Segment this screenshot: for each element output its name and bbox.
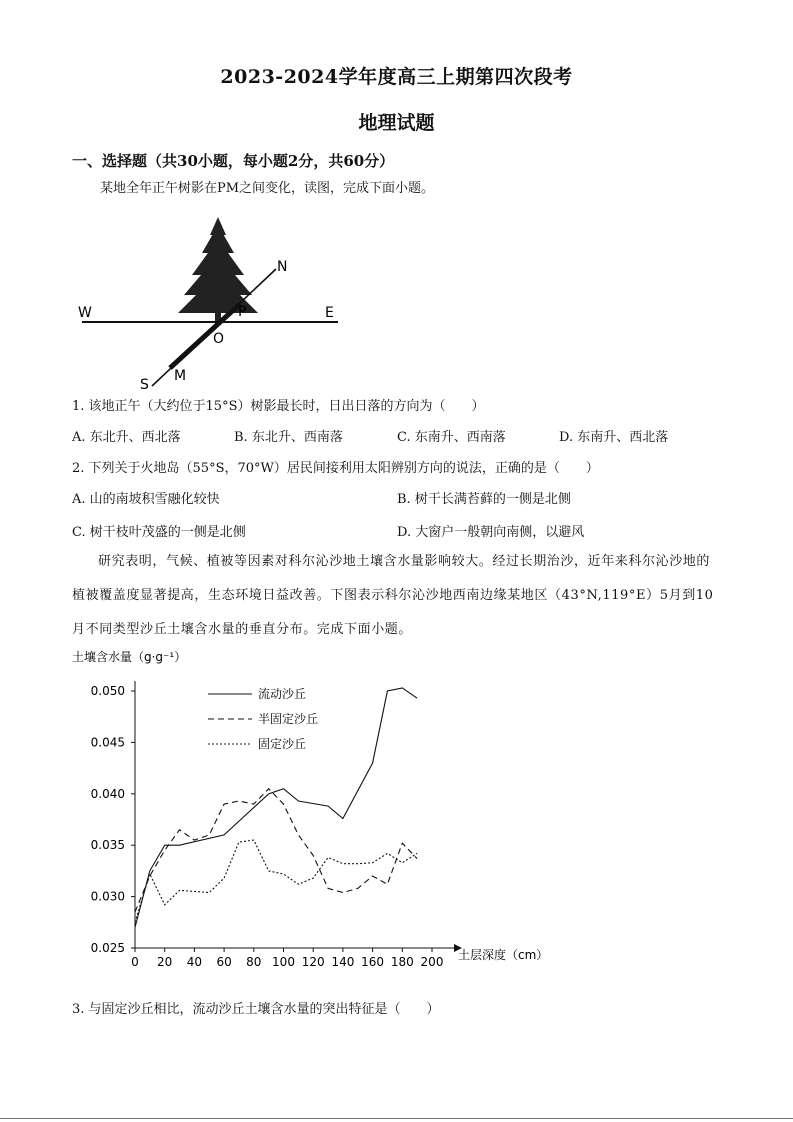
x-tick-label: 40 (186, 955, 203, 969)
x-tick-label: 20 (157, 955, 173, 969)
x-tick-label: 60 (216, 955, 232, 969)
x-axis-label: 土层深度（cm） (458, 948, 549, 962)
label-w: W (78, 305, 92, 321)
x-tick-label: 140 (331, 955, 355, 969)
legend-label-3: 固定沙丘 (258, 737, 307, 751)
exam-subject: 地理试题 (358, 112, 435, 134)
x-tick-label: 100 (272, 955, 295, 969)
y-tick-label: 0.050 (90, 684, 125, 698)
label-m: M (174, 368, 187, 384)
legend-label-1: 流动沙丘 (258, 687, 307, 701)
section-heading: 一、选择题（共30小题，每小题2分，共60分） (72, 152, 395, 170)
label-e: E (325, 305, 334, 321)
soil-moisture-chart (70, 645, 570, 975)
q1-option-d: D. 东南升、西北落 (559, 430, 669, 445)
y-tick-label: 0.045 (90, 735, 125, 750)
q1-option-c: C. 东南升、西南落 (397, 430, 506, 445)
tree-shadow-diagram (70, 205, 360, 395)
y-tick-label: 0.040 (90, 786, 125, 801)
q2-option-d: D. 大窗户一般朝向南侧，以避风 (397, 525, 585, 540)
x-tick-label: 80 (246, 955, 262, 969)
y-tick-label: 0.025 (90, 941, 125, 955)
q1-option-b: B. 东北升、西南落 (234, 430, 343, 445)
series-line-3 (135, 840, 417, 922)
intro-tree: 某地全年正午树影在PM之间变化，读图，完成下面小题。 (100, 181, 435, 196)
legend-label-2: 半固定沙丘 (258, 712, 319, 726)
x-tick-label: 180 (390, 955, 414, 969)
series-line-2 (135, 789, 417, 912)
x-tick-label: 0 (131, 955, 139, 969)
q2-option-b: B. 树干长满苔藓的一侧是北侧 (397, 492, 571, 507)
exam-title: 2023-2024学年度高三上期第四次段考 (220, 66, 573, 88)
label-o: O (213, 331, 225, 347)
label-p: P (238, 304, 247, 320)
q2-option-a: A. 山的南坡积雪融化较快 (72, 492, 220, 507)
y-tick-label: 0.035 (90, 838, 125, 853)
q3-stem: 3. 与固定沙丘相比，流动沙丘土壤含水量的突出特征是（ ） (72, 1002, 440, 1017)
page-bottom-line (0, 1118, 793, 1119)
label-n: N (277, 259, 288, 275)
q1-stem: 1. 该地正午（大约位于15°S）树影最长时，日出日落的方向为（ ） (72, 399, 485, 414)
q1-option-a: A. 东北升、西北落 (72, 430, 181, 445)
x-tick-label: 120 (301, 955, 325, 969)
y-axis-label: 土壤含水量（g·g⁻¹） (72, 650, 187, 664)
x-tick-label: 200 (420, 955, 444, 969)
shadow-om (170, 324, 218, 368)
q2-option-c: C. 树干枝叶茂盛的一侧是北侧 (72, 525, 246, 540)
x-tick-label: 160 (361, 955, 385, 969)
q2-stem: 2. 下列关于火地岛（55°S，70°W）居民间接利用太阳辨别方向的说法，正确的是（ ） (72, 461, 599, 476)
label-s: S (140, 377, 149, 393)
y-tick-label: 0.030 (90, 889, 125, 904)
intro-soil: 研究表明，气候、植被等因素对科尔沁沙地土壤含水量影响较大。经过长期治沙，近年来科尔沁沙地的植被覆盖度显著提高，生态环境日益改善。下图表示科尔沁沙地西南边缘某地区（43°N,119°E）5月到10月不同类型沙丘土壤含水量的垂直分布。完成下面小题。 (72, 554, 714, 637)
